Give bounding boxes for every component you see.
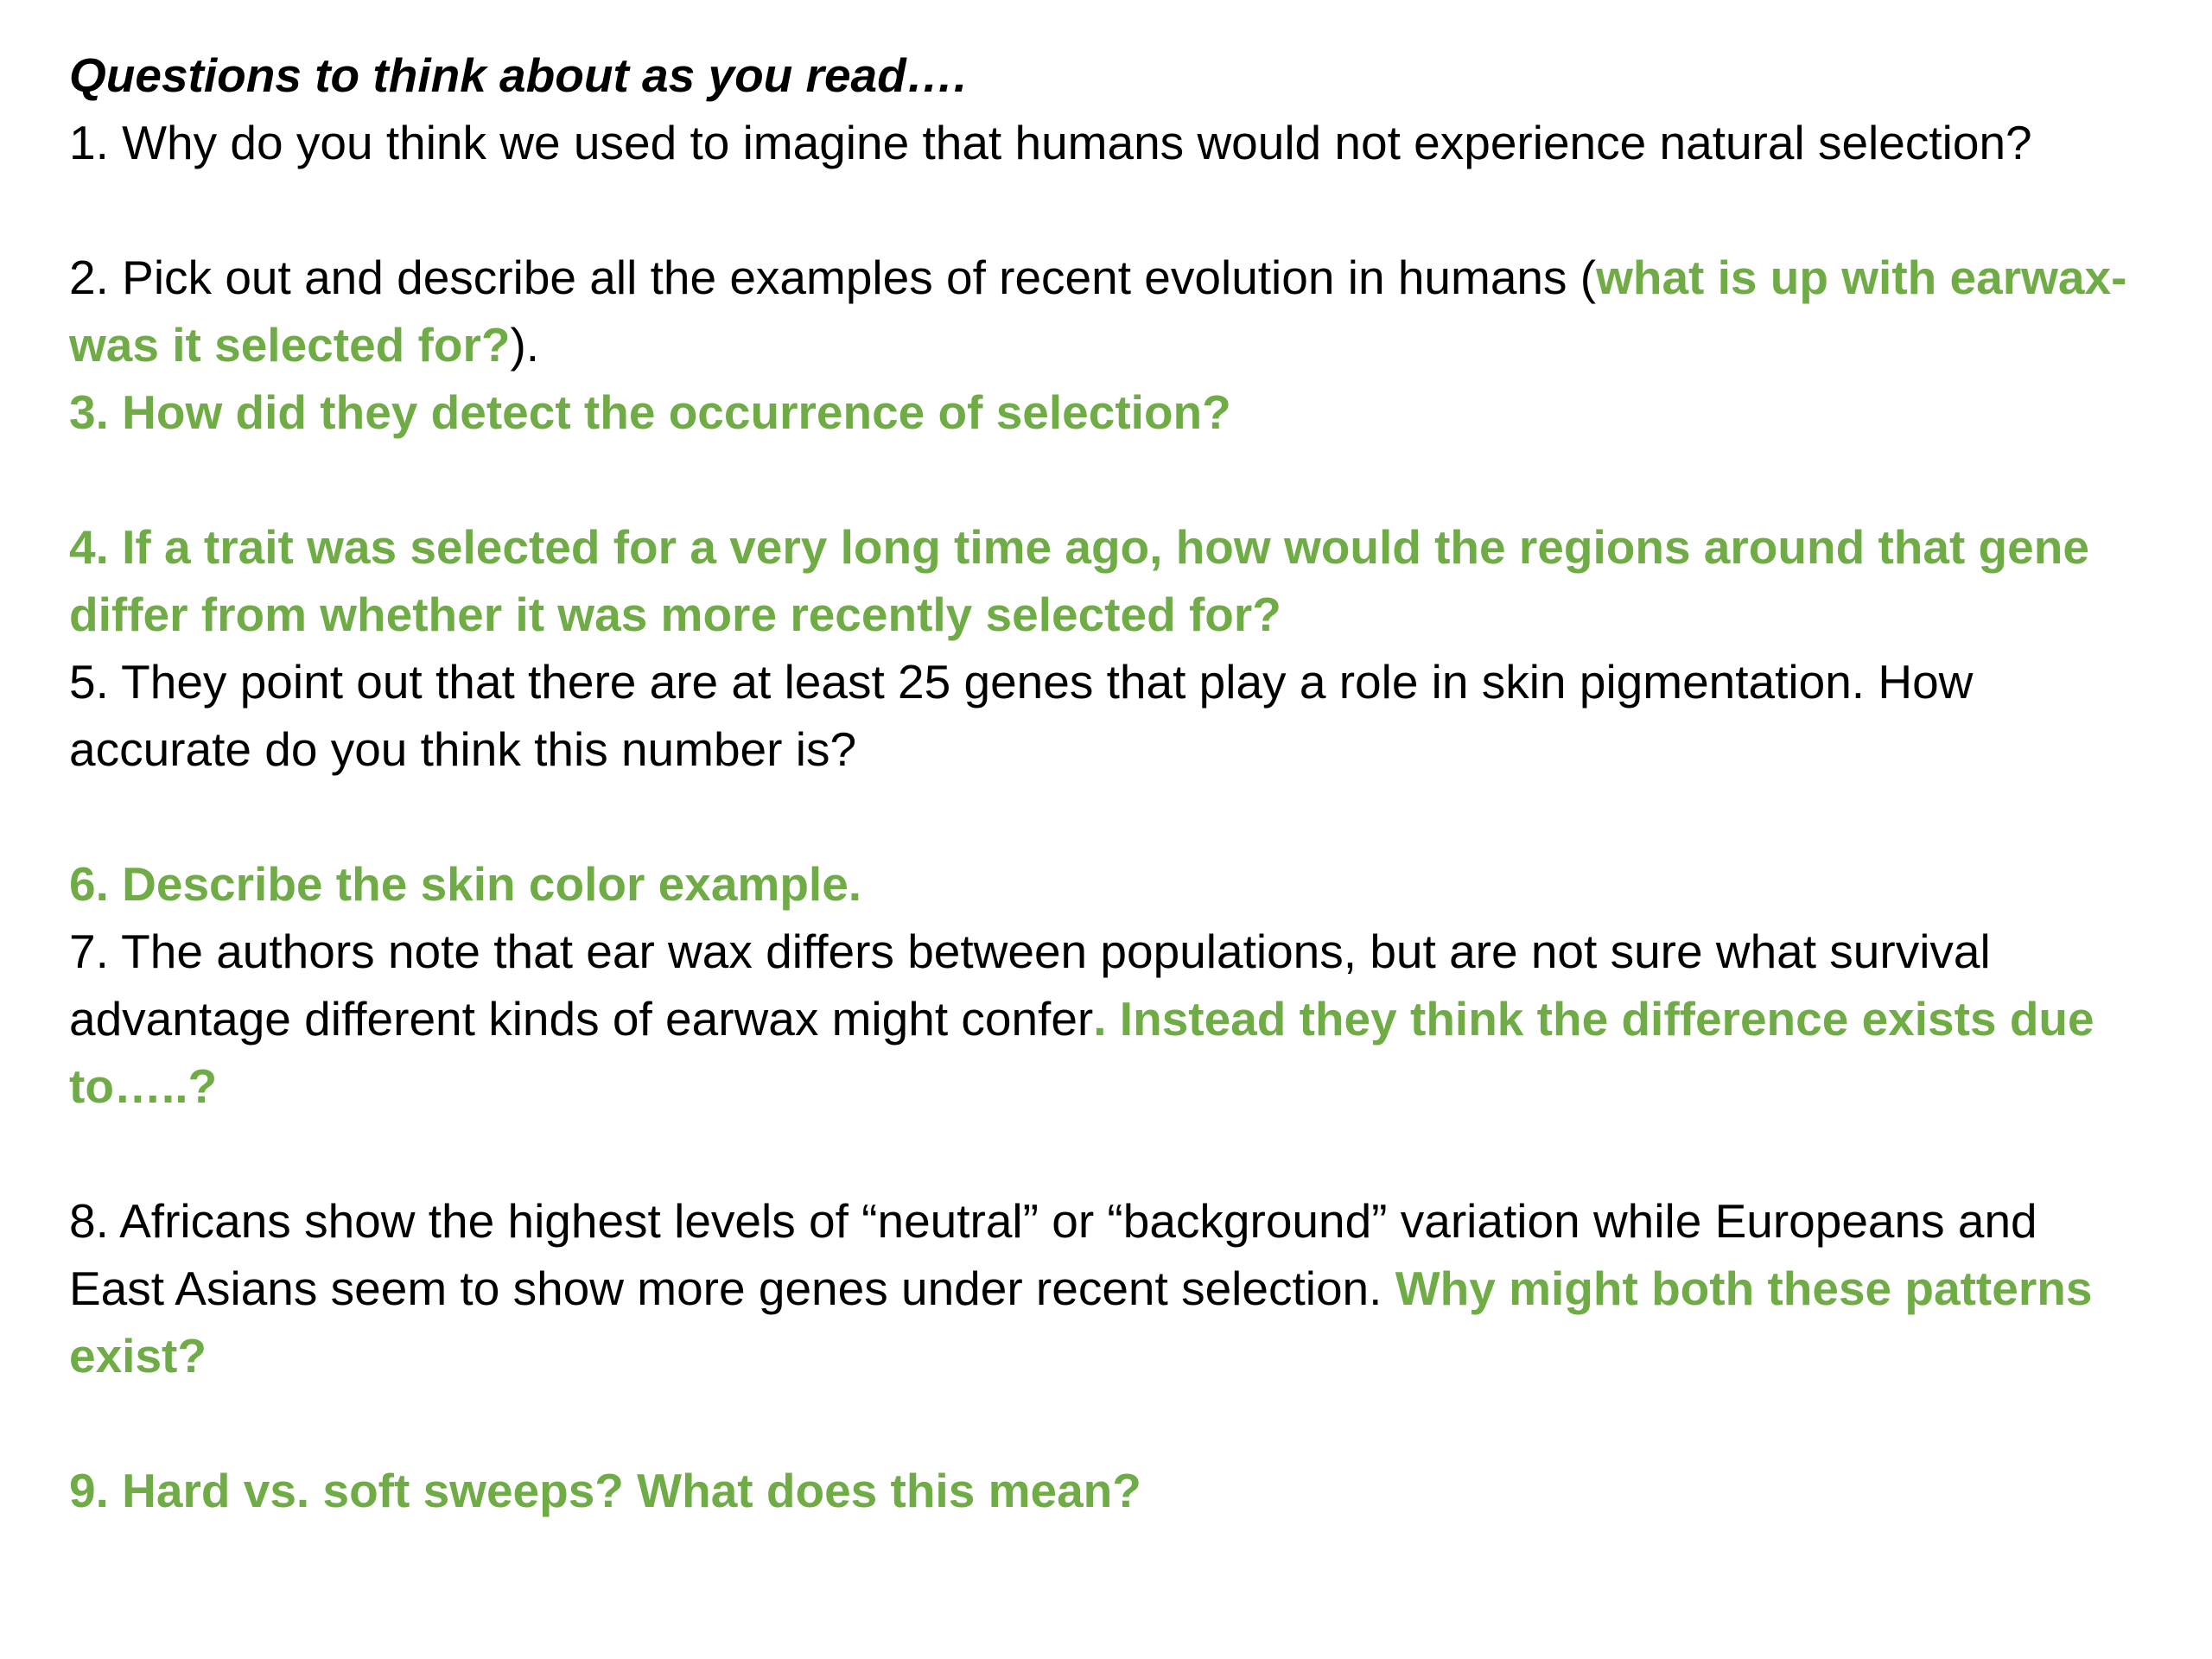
question-7-highlight: . Instead they think the difference exists due to…..? (69, 992, 2094, 1113)
question-4: 4. If a trait was selected for a very long time ago, how would the regions around that gene differ from whether it was more recently selected for? (69, 520, 2089, 641)
spacer (69, 783, 2143, 850)
question-7 (69, 918, 2143, 1120)
question-6: 6. Describe the skin color example. (69, 857, 862, 911)
question-9: 9. Hard vs. soft sweeps? What does this mean? (69, 1464, 1141, 1517)
question-8-text: 8. Africans show the highest levels of “neutral” or “background” variation while Europeans and East Asians seem to show more genes under recent selection. (69, 1194, 2037, 1315)
spacer (69, 1120, 2143, 1187)
spacer (69, 446, 2143, 513)
question-2 (69, 244, 2143, 378)
heading: Questions to think about as you read…. (69, 48, 968, 102)
question-8-highlight: Why might both these patterns exist? (69, 1262, 2093, 1382)
slide-content (69, 41, 2143, 1524)
question-7-text: 7. The authors note that ear wax differs between populations, but are not sure what survival advantage different kinds of earwax might confer (69, 925, 1991, 1046)
spacer (69, 1389, 2143, 1457)
question-2-highlight: what is up with earwax-was it selected for? (69, 251, 2127, 372)
question-3: 3. How did they detect the occurrence of selection? (69, 385, 1231, 439)
spacer (69, 176, 2143, 244)
question-2-tail: ). (510, 318, 540, 372)
question-1: 1. Why do you think we used to imagine that humans would not experience natural selection? (69, 116, 2032, 169)
question-2-text: 2. Pick out and describe all the examples of recent evolution in humans ( (69, 251, 1597, 304)
question-8 (69, 1187, 2143, 1389)
question-5: 5. They point out that there are at least 25 genes that play a role in skin pigmentation. How accurate do you think this number is? (69, 655, 1974, 776)
